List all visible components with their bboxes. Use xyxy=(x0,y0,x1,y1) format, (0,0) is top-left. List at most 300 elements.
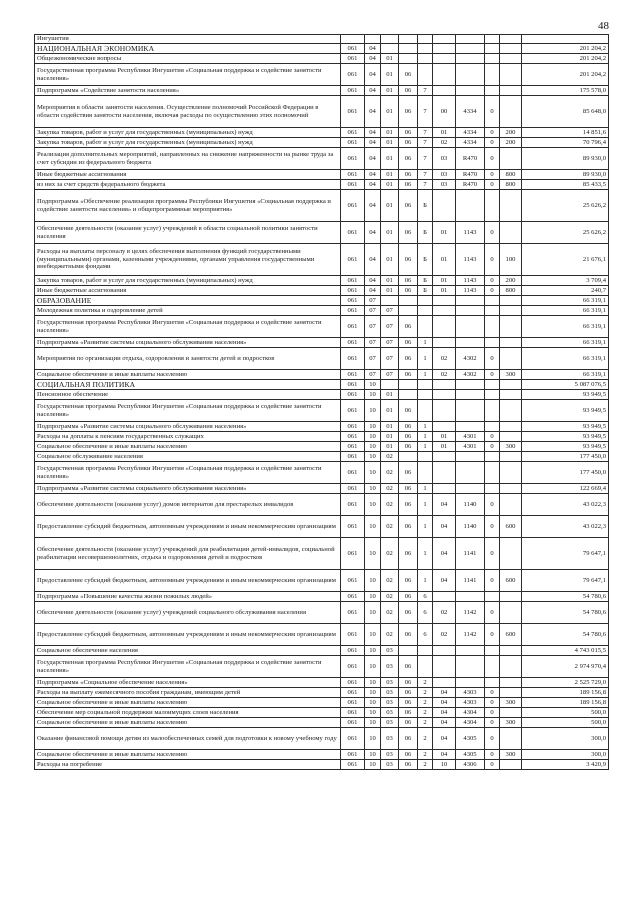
row-name: Закупка товаров, работ и услуг для государственных (муниципальных) нужд xyxy=(35,276,341,286)
row-sum: 500,0 xyxy=(522,708,609,718)
code-subprogram xyxy=(418,656,433,678)
row-name: Обеспечение деятельности (оказание услуг) учреждений в области социальной политики занятости населения xyxy=(35,222,341,244)
code-ministry: 061 xyxy=(341,44,365,54)
code-section: 10 xyxy=(365,400,381,422)
code-program xyxy=(399,44,418,54)
code-section: 04 xyxy=(365,54,381,64)
code-sub-direction xyxy=(485,44,500,54)
table-row xyxy=(35,592,609,602)
code-main-event: 02 xyxy=(433,138,456,148)
code-ministry: 061 xyxy=(341,570,365,592)
code-subprogram: 2 xyxy=(418,750,433,760)
code-expense-type xyxy=(500,688,522,698)
code-main-event: 04 xyxy=(433,688,456,698)
code-direction: 1143 xyxy=(456,286,485,296)
code-sub-direction xyxy=(485,54,500,64)
table-row xyxy=(35,538,609,570)
code-program xyxy=(399,54,418,64)
code-subsection: 02 xyxy=(381,516,399,538)
row-sum: 79 647,1 xyxy=(522,570,609,592)
code-subsection: 01 xyxy=(381,400,399,422)
row-name: из них за счет средств федерального бюджета xyxy=(35,180,341,190)
code-expense-type: 300 xyxy=(500,698,522,708)
row-sum: 25 626,2 xyxy=(522,190,609,222)
code-subprogram xyxy=(418,44,433,54)
code-expense-type: 300 xyxy=(500,718,522,728)
code-ministry: 061 xyxy=(341,370,365,380)
code-subsection: 07 xyxy=(381,348,399,370)
code-sub-direction: 0 xyxy=(485,718,500,728)
code-direction xyxy=(456,646,485,656)
row-sum: 14 851,6 xyxy=(522,128,609,138)
code-program: 06 xyxy=(399,462,418,484)
code-expense-type xyxy=(500,422,522,432)
code-main-event: 04 xyxy=(433,516,456,538)
code-subprogram: 1 xyxy=(418,570,433,592)
code-expense-type: 200 xyxy=(500,276,522,286)
code-ministry: 061 xyxy=(341,170,365,180)
code-expense-type xyxy=(500,316,522,338)
row-sum: 43 022,3 xyxy=(522,494,609,516)
code-direction xyxy=(456,422,485,432)
code-ministry: 061 xyxy=(341,96,365,128)
code-subprogram xyxy=(418,380,433,390)
row-sum: 500,0 xyxy=(522,718,609,728)
code-subsection xyxy=(381,44,399,54)
row-name: Подпрограмма «Развитие системы социального обслуживания населения» xyxy=(35,338,341,348)
code-section: 10 xyxy=(365,728,381,750)
code-subprogram: Б xyxy=(418,222,433,244)
table-row xyxy=(35,484,609,494)
code-subsection: 01 xyxy=(381,442,399,452)
code-program: 06 xyxy=(399,370,418,380)
row-sum: 2 974 970,4 xyxy=(522,656,609,678)
code-ministry: 061 xyxy=(341,624,365,646)
code-subprogram: 1 xyxy=(418,348,433,370)
table-row xyxy=(35,718,609,728)
code-program: 06 xyxy=(399,244,418,276)
code-direction: 1140 xyxy=(456,494,485,516)
code-sub-direction: 0 xyxy=(485,494,500,516)
table-row xyxy=(35,390,609,400)
code-main-event: 03 xyxy=(433,148,456,170)
table-row xyxy=(35,494,609,516)
code-expense-type xyxy=(500,44,522,54)
table-row xyxy=(35,442,609,452)
code-subprogram xyxy=(418,64,433,86)
code-section: 10 xyxy=(365,698,381,708)
code-subsection: 01 xyxy=(381,128,399,138)
row-sum: 93 949,5 xyxy=(522,432,609,442)
code-subprogram xyxy=(418,54,433,64)
code-sub-direction: 0 xyxy=(485,698,500,708)
code-sub-direction: 0 xyxy=(485,148,500,170)
code-ministry: 061 xyxy=(341,592,365,602)
row-sum: 201 204,2 xyxy=(522,44,609,54)
code-subsection xyxy=(381,296,399,306)
row-name: Подпрограмма «Обеспечение реализации программы Республики Ингушетия «Социальная поддержка и содействие занятости населения» и общепрограммные мероприятия» xyxy=(35,190,341,222)
row-sum: 89 930,0 xyxy=(522,170,609,180)
code-program: 06 xyxy=(399,570,418,592)
code-subsection: 03 xyxy=(381,698,399,708)
row-sum: 85 648,0 xyxy=(522,96,609,128)
code-ministry: 061 xyxy=(341,656,365,678)
row-name: Мероприятия по организации отдыха, оздоровления и занятости детей и подростков xyxy=(35,348,341,370)
row-sum: 300,0 xyxy=(522,750,609,760)
code-section: 10 xyxy=(365,678,381,688)
code-direction xyxy=(456,35,485,44)
table-row xyxy=(35,750,609,760)
code-program: 06 xyxy=(399,442,418,452)
code-direction: 1142 xyxy=(456,624,485,646)
code-subprogram: 7 xyxy=(418,86,433,96)
code-main-event: 01 xyxy=(433,276,456,286)
code-subprogram: 6 xyxy=(418,592,433,602)
table-row xyxy=(35,316,609,338)
code-program xyxy=(399,296,418,306)
code-subprogram: 2 xyxy=(418,718,433,728)
code-ministry: 061 xyxy=(341,338,365,348)
code-main-event: 01 xyxy=(433,286,456,296)
code-subprogram: 1 xyxy=(418,442,433,452)
code-subprogram: 1 xyxy=(418,338,433,348)
code-program xyxy=(399,35,418,44)
code-direction xyxy=(456,44,485,54)
row-sum: 177 450,0 xyxy=(522,452,609,462)
code-subprogram: 2 xyxy=(418,728,433,750)
code-ministry: 061 xyxy=(341,296,365,306)
row-name: НАЦИОНАЛЬНАЯ ЭКОНОМИКА xyxy=(35,44,341,54)
code-section: 10 xyxy=(365,592,381,602)
code-main-event: 03 xyxy=(433,170,456,180)
code-expense-type: 600 xyxy=(500,624,522,646)
code-direction xyxy=(456,306,485,316)
code-main-event: 01 xyxy=(433,128,456,138)
code-main-event xyxy=(433,592,456,602)
row-sum: 79 647,1 xyxy=(522,538,609,570)
code-section: 10 xyxy=(365,494,381,516)
code-subprogram: 2 xyxy=(418,688,433,698)
code-subsection: 01 xyxy=(381,422,399,432)
code-subprogram: 2 xyxy=(418,678,433,688)
code-subprogram: 7 xyxy=(418,180,433,190)
code-sub-direction: 0 xyxy=(485,276,500,286)
code-ministry: 061 xyxy=(341,222,365,244)
code-program: 06 xyxy=(399,538,418,570)
code-subprogram: 7 xyxy=(418,170,433,180)
table-row xyxy=(35,698,609,708)
code-ministry: 061 xyxy=(341,190,365,222)
code-section xyxy=(365,35,381,44)
code-program: 06 xyxy=(399,286,418,296)
table-row xyxy=(35,646,609,656)
code-program: 06 xyxy=(399,138,418,148)
code-subsection: 01 xyxy=(381,96,399,128)
code-ministry: 061 xyxy=(341,602,365,624)
code-main-event xyxy=(433,678,456,688)
code-sub-direction xyxy=(485,86,500,96)
row-name: Социальное обеспечение и иные выплаты населению xyxy=(35,750,341,760)
table-row xyxy=(35,728,609,750)
code-subsection: 02 xyxy=(381,462,399,484)
code-subsection: 02 xyxy=(381,592,399,602)
code-sub-direction xyxy=(485,296,500,306)
row-name: Подпрограмма «Развитие системы социального обслуживания населения» xyxy=(35,422,341,432)
budget-table xyxy=(34,34,609,770)
row-sum: 25 626,2 xyxy=(522,222,609,244)
table-row xyxy=(35,128,609,138)
row-sum: 89 930,0 xyxy=(522,148,609,170)
row-name: Расходы на доплаты к пенсиям государственных служащих xyxy=(35,432,341,442)
row-sum: 93 949,5 xyxy=(522,390,609,400)
table-row xyxy=(35,138,609,148)
code-main-event xyxy=(433,35,456,44)
code-program: 06 xyxy=(399,432,418,442)
table-row xyxy=(35,148,609,170)
code-main-event: 04 xyxy=(433,698,456,708)
code-sub-direction xyxy=(485,64,500,86)
code-expense-type xyxy=(500,728,522,750)
code-expense-type xyxy=(500,538,522,570)
row-name: Предоставление субсидий бюджетным, автономным учреждениям и иным некоммерческим организациям xyxy=(35,624,341,646)
row-sum: 66 319,1 xyxy=(522,348,609,370)
row-name: Предоставление субсидий бюджетным, автономным учреждениям и иным некоммерческим организациям xyxy=(35,570,341,592)
code-sub-direction xyxy=(485,646,500,656)
code-sub-direction: 0 xyxy=(485,96,500,128)
code-section: 10 xyxy=(365,602,381,624)
code-program: 06 xyxy=(399,86,418,96)
code-sub-direction: 0 xyxy=(485,370,500,380)
code-section: 07 xyxy=(365,316,381,338)
code-sub-direction xyxy=(485,390,500,400)
code-subprogram: Б xyxy=(418,244,433,276)
code-ministry: 061 xyxy=(341,180,365,190)
code-sub-direction xyxy=(485,306,500,316)
code-sub-direction: 0 xyxy=(485,708,500,718)
code-direction: 4303 xyxy=(456,688,485,698)
code-sub-direction: 0 xyxy=(485,570,500,592)
code-main-event xyxy=(433,484,456,494)
row-sum: 21 676,1 xyxy=(522,244,609,276)
code-section: 10 xyxy=(365,760,381,770)
code-main-event: 02 xyxy=(433,624,456,646)
code-subsection: 01 xyxy=(381,86,399,96)
code-main-event xyxy=(433,656,456,678)
code-direction: 4301 xyxy=(456,442,485,452)
page-number: 48 xyxy=(598,20,609,32)
code-ministry: 061 xyxy=(341,646,365,656)
code-main-event: 02 xyxy=(433,370,456,380)
table-row xyxy=(35,244,609,276)
code-direction: R470 xyxy=(456,148,485,170)
code-ministry: 061 xyxy=(341,760,365,770)
code-program: 06 xyxy=(399,338,418,348)
row-name: Молодежная политика и оздоровление детей xyxy=(35,306,341,316)
code-subsection: 01 xyxy=(381,222,399,244)
code-sub-direction: 0 xyxy=(485,760,500,770)
code-subprogram xyxy=(418,462,433,484)
table-row xyxy=(35,760,609,770)
code-program: 06 xyxy=(399,750,418,760)
code-direction xyxy=(456,316,485,338)
code-subprogram: 1 xyxy=(418,422,433,432)
code-ministry: 061 xyxy=(341,276,365,286)
table-row xyxy=(35,96,609,128)
code-sub-direction: 0 xyxy=(485,286,500,296)
code-section: 07 xyxy=(365,306,381,316)
row-sum: 54 780,6 xyxy=(522,624,609,646)
code-subsection: 01 xyxy=(381,190,399,222)
code-program: 06 xyxy=(399,484,418,494)
code-subprogram xyxy=(418,390,433,400)
code-direction: 4302 xyxy=(456,370,485,380)
table-row xyxy=(35,306,609,316)
row-sum: 177 450,0 xyxy=(522,462,609,484)
code-ministry: 061 xyxy=(341,54,365,64)
code-program xyxy=(399,306,418,316)
code-subsection: 07 xyxy=(381,316,399,338)
code-main-event xyxy=(433,54,456,64)
code-subsection: 01 xyxy=(381,54,399,64)
code-subsection: 01 xyxy=(381,276,399,286)
code-subsection: 02 xyxy=(381,602,399,624)
row-name: Обеспечение деятельности (оказание услуг) учреждений для реабилитации детей-инвалидов, социальной реабилитации несовершеннолетних, отдыха и оздоровления детей и подростков xyxy=(35,538,341,570)
code-subsection: 02 xyxy=(381,452,399,462)
code-direction xyxy=(456,190,485,222)
code-section: 04 xyxy=(365,180,381,190)
code-sub-direction xyxy=(485,656,500,678)
code-section: 04 xyxy=(365,64,381,86)
code-main-event xyxy=(433,422,456,432)
code-program: 06 xyxy=(399,276,418,286)
code-program xyxy=(399,646,418,656)
code-subprogram xyxy=(418,296,433,306)
code-program: 06 xyxy=(399,148,418,170)
row-name: Подпрограмма «Развитие системы социального обслуживания населения» xyxy=(35,484,341,494)
table-row xyxy=(35,432,609,442)
code-program: 06 xyxy=(399,422,418,432)
code-direction xyxy=(456,452,485,462)
code-section: 04 xyxy=(365,128,381,138)
code-subsection: 01 xyxy=(381,390,399,400)
code-direction: 4304 xyxy=(456,718,485,728)
code-ministry: 061 xyxy=(341,390,365,400)
code-program: 06 xyxy=(399,698,418,708)
code-subsection: 07 xyxy=(381,338,399,348)
code-section: 10 xyxy=(365,538,381,570)
code-main-event xyxy=(433,390,456,400)
table-row xyxy=(35,170,609,180)
code-subprogram xyxy=(418,400,433,422)
code-expense-type: 300 xyxy=(500,442,522,452)
code-direction: 1143 xyxy=(456,276,485,286)
row-name: Закупка товаров, работ и услуг для государственных (муниципальных) нужд xyxy=(35,128,341,138)
table-row xyxy=(35,348,609,370)
code-subsection: 01 xyxy=(381,244,399,276)
code-section: 07 xyxy=(365,338,381,348)
code-sub-direction: 0 xyxy=(485,728,500,750)
code-section: 10 xyxy=(365,452,381,462)
code-expense-type xyxy=(500,306,522,316)
code-program xyxy=(399,390,418,400)
code-program: 06 xyxy=(399,760,418,770)
code-section: 10 xyxy=(365,462,381,484)
code-ministry: 061 xyxy=(341,400,365,422)
code-expense-type xyxy=(500,35,522,44)
code-expense-type: 100 xyxy=(500,244,522,276)
table-row xyxy=(35,570,609,592)
code-section: 10 xyxy=(365,484,381,494)
table-row xyxy=(35,54,609,64)
code-section: 07 xyxy=(365,370,381,380)
row-name: Реализация дополнительных мероприятий, направленных на снижение напряженности на рынке труда за счет субсидии из федерального бюджета xyxy=(35,148,341,170)
code-program: 06 xyxy=(399,656,418,678)
code-sub-direction xyxy=(485,380,500,390)
code-section: 10 xyxy=(365,656,381,678)
row-sum: 201 204,2 xyxy=(522,54,609,64)
row-name: Социальное обеспечение и иные выплаты населению xyxy=(35,718,341,728)
code-sub-direction xyxy=(485,592,500,602)
code-expense-type xyxy=(500,646,522,656)
code-sub-direction: 0 xyxy=(485,538,500,570)
row-name: Пенсионное обеспечение xyxy=(35,390,341,400)
row-sum: 54 780,6 xyxy=(522,602,609,624)
code-program: 06 xyxy=(399,688,418,698)
code-subprogram: 1 xyxy=(418,370,433,380)
code-subprogram: 7 xyxy=(418,128,433,138)
code-direction: 1142 xyxy=(456,602,485,624)
table-row xyxy=(35,180,609,190)
code-subsection xyxy=(381,35,399,44)
code-main-event: 01 xyxy=(433,244,456,276)
code-direction: 4306 xyxy=(456,760,485,770)
code-subprogram xyxy=(418,316,433,338)
code-section: 07 xyxy=(365,348,381,370)
code-main-event: 03 xyxy=(433,180,456,190)
code-subsection: 03 xyxy=(381,656,399,678)
code-subsection: 02 xyxy=(381,494,399,516)
code-section: 04 xyxy=(365,276,381,286)
code-direction: 4334 xyxy=(456,96,485,128)
code-sub-direction: 0 xyxy=(485,244,500,276)
table-row xyxy=(35,296,609,306)
code-section: 10 xyxy=(365,624,381,646)
code-section: 10 xyxy=(365,422,381,432)
code-expense-type xyxy=(500,348,522,370)
code-sub-direction: 0 xyxy=(485,432,500,442)
code-section: 07 xyxy=(365,296,381,306)
code-direction: 4334 xyxy=(456,138,485,148)
code-direction: 4303 xyxy=(456,698,485,708)
code-subprogram: 6 xyxy=(418,602,433,624)
code-expense-type xyxy=(500,760,522,770)
code-ministry: 061 xyxy=(341,452,365,462)
code-sub-direction xyxy=(485,462,500,484)
row-name: Обеспечение мер социальной поддержки малоимущих слоев населения xyxy=(35,708,341,718)
table-row xyxy=(35,688,609,698)
code-section: 10 xyxy=(365,390,381,400)
code-program: 06 xyxy=(399,624,418,646)
code-expense-type xyxy=(500,390,522,400)
code-main-event: 01 xyxy=(433,442,456,452)
code-subsection: 03 xyxy=(381,728,399,750)
code-direction xyxy=(456,678,485,688)
code-section: 10 xyxy=(365,570,381,592)
row-sum: 240,7 xyxy=(522,286,609,296)
code-subprogram: Б xyxy=(418,190,433,222)
code-program: 06 xyxy=(399,170,418,180)
code-main-event xyxy=(433,44,456,54)
